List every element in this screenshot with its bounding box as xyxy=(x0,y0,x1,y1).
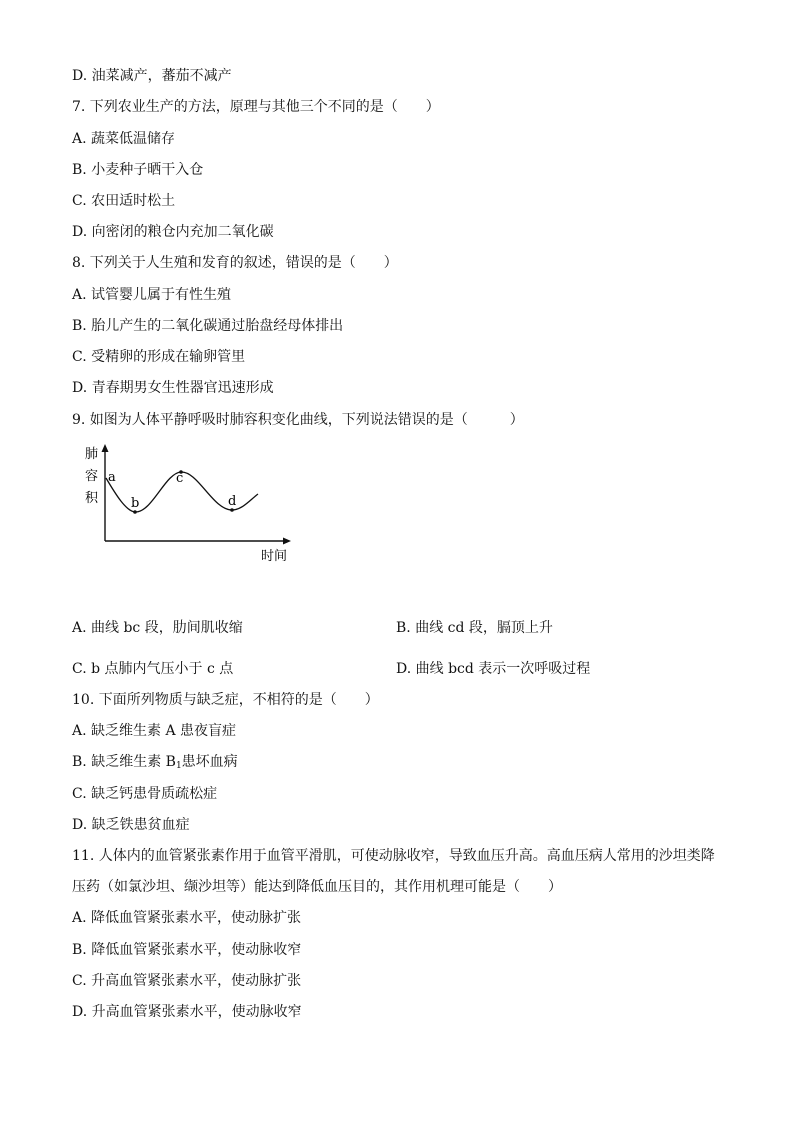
question-10-option-c: C. 缺乏钙患骨质疏松症 xyxy=(72,786,218,802)
question-10-option-b xyxy=(72,752,238,776)
question-9-option-c: C. b 点肺内气压小于 c 点 xyxy=(72,661,234,677)
question-8-option-a: A. 试管婴儿属于有性生殖 xyxy=(72,287,232,303)
question-9-option-d: D. 曲线 bcd 表示一次呼吸过程 xyxy=(396,661,591,677)
option-b-tail: 患坏血病 xyxy=(181,754,238,770)
option-b-subscript: 1 xyxy=(175,761,182,771)
question-11-option-c: C. 升高血管紧张素水平，使动脉扩张 xyxy=(72,973,302,989)
x-axis-label: 时间 xyxy=(261,549,288,564)
question-8-option-d: D. 青春期男女生性器官迅速形成 xyxy=(72,380,274,396)
question-9-stem: 9. 如图为人体平静呼吸时肺容积变化曲线，下列说法错误的是（ ） xyxy=(72,412,524,428)
question-8-stem: 8. 下列关于人生殖和发育的叙述，错误的是（ ） xyxy=(72,255,398,271)
question-7-option-a: A. 蔬菜低温储存 xyxy=(72,131,176,147)
y-axis-arrow xyxy=(102,444,109,452)
y-label-char-2: 容 xyxy=(85,469,99,484)
point-b-label: b xyxy=(131,496,140,511)
question-7-option-b: B. 小麦种子晒干入仓 xyxy=(72,162,204,178)
question-11-stem-line-2: 压药（如氯沙坦、缬沙坦等）能达到降低血压目的，其作用机理可能是（ ） xyxy=(72,879,562,895)
question-11-stem-line-1: 11. 人体内的血管紧张素作用于血管平滑肌，可使动脉收窄，导致血压升高。高血压病人常用的沙坦类降 xyxy=(72,848,715,864)
question-11-option-a: A. 降低血管紧张素水平，使动脉扩张 xyxy=(72,910,302,926)
y-label-char-3: 积 xyxy=(85,491,99,506)
question-7-stem: 7. 下列农业生产的方法，原理与其他三个不同的是（ ） xyxy=(72,99,440,115)
lung-volume-figure xyxy=(78,440,308,570)
point-a-label: a xyxy=(108,470,116,485)
question-10-option-a: A. 缺乏维生素 A 患夜盲症 xyxy=(72,723,237,739)
question-10-stem: 10. 下面所列物质与缺乏症，不相符的是（ ） xyxy=(72,692,379,708)
question-11-option-d: D. 升高血管紧张素水平，使动脉收窄 xyxy=(72,1004,302,1020)
question-8-option-b: B. 胎儿产生的二氧化碳通过胎盘经母体排出 xyxy=(72,318,344,334)
point-d-label: d xyxy=(228,494,237,509)
question-10-option-d: D. 缺乏铁患贫血症 xyxy=(72,817,190,833)
x-axis-arrow xyxy=(283,538,291,545)
y-label-char-1: 肺 xyxy=(85,447,99,462)
question-7-option-d: D. 向密闭的粮仓内充加二氧化碳 xyxy=(72,224,274,240)
question-11-option-b: B. 降低血管紧张素水平，使动脉收窄 xyxy=(72,942,302,958)
question-9-option-a: A. 曲线 bc 段，肋间肌收缩 xyxy=(72,620,243,636)
question-7-option-c: C. 农田适时松土 xyxy=(72,193,176,209)
question-8-option-c: C. 受精卵的形成在输卵管里 xyxy=(72,349,246,365)
option-b-text: B. 缺乏维生素 B xyxy=(72,754,176,770)
question-6-option-d: D. 油菜减产，蕃茄不减产 xyxy=(72,68,232,84)
question-9-option-b: B. 曲线 cd 段，膈顶上升 xyxy=(396,620,553,636)
point-c-label: c xyxy=(176,471,184,486)
